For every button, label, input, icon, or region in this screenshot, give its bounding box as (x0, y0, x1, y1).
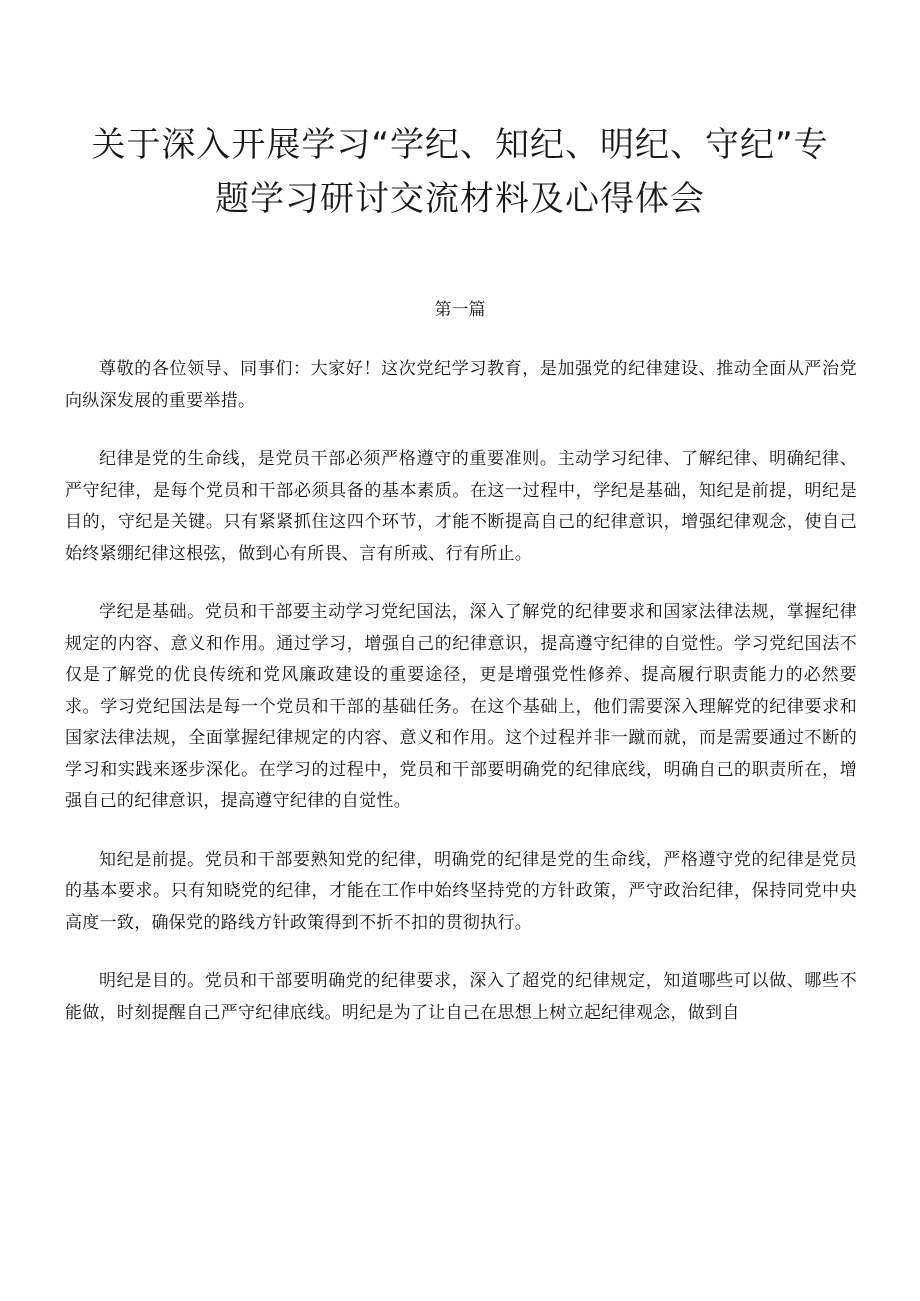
paragraph-greeting: 尊敬的各位领导、同事们：大家好！这次党纪学习教育，是加强党的纪律建设、推动全面从严治党向纵深发展的重要举措。 (65, 359, 857, 411)
document-title-line-1: 关于深入开展学习“学纪、知纪、明纪、守纪”专 (91, 125, 829, 165)
paragraph-understand-discipline: 明纪是目的。党员和干部要明确党的纪律要求，深入了超党的纪律规定，知道哪些可以做、哪些不能做，时刻提醒自己严守纪律底线。明纪是为了让自己在思想上树立起纪律观念，做到自 (65, 971, 857, 1023)
paragraph-discipline-intro: 纪律是党的生命线，是党员干部必须严格遵守的重要准则。主动学习纪律、了解纪律、明确纪律、严守纪律，是每个党员和干部必须具备的基本素质。在这一过程中，学纪是基础，知纪是前提，明纪是目的，守纪是关键。只有紧紧抓住这四个环节，才能不断提高自己的纪律意识，增强纪律观念，使自己始终紧绷纪律这根弦，做到心有所畏、言有所戒、行有所止。 (65, 449, 857, 564)
paragraph-know-discipline: 知纪是前提。党员和干部要熟知党的纪律，明确党的纪律是党的生命线，严格遵守党的纪律是党员的基本要求。只有知晓党的纪律，才能在工作中始终坚持党的方针政策，严守政治纪律，保持同党中央高度一致，确保党的路线方针政策得到不折不扣的贯彻执行。 (65, 849, 857, 933)
document-body (65, 354, 857, 1056)
document-title-line-2: 题学习研讨交流材料及心得体会 (215, 179, 705, 219)
document-title (80, 118, 840, 226)
paragraph-learn-discipline: 学纪是基础。党员和干部要主动学习党纪国法，深入了解党的纪律要求和国家法律法规，掌握纪律规定的内容、意义和作用。通过学习，增强自己的纪律意识，提高遵守纪律的自觉性。学习党纪国法不仅是了解党的优良传统和党风廉政建设的重要途径，更是增强党性修养、提高履行职责能力的必然要求。学习党纪国法是每一个党员和干部的基础任务。在这个基础上，他们需要深入理解党的纪律要求和国家法律法规，全面掌握纪律规定的内容、意义和作用。这个过程并非一蹴而就，而是需要通过不断的学习和实践来逐步深化。在学习的过程中，党员和干部要明确党的纪律底线，明确自己的职责所在，增强自己的纪律意识，提高遵守纪律的自觉性。 (65, 602, 857, 811)
section-heading: 第一篇 (434, 300, 486, 320)
